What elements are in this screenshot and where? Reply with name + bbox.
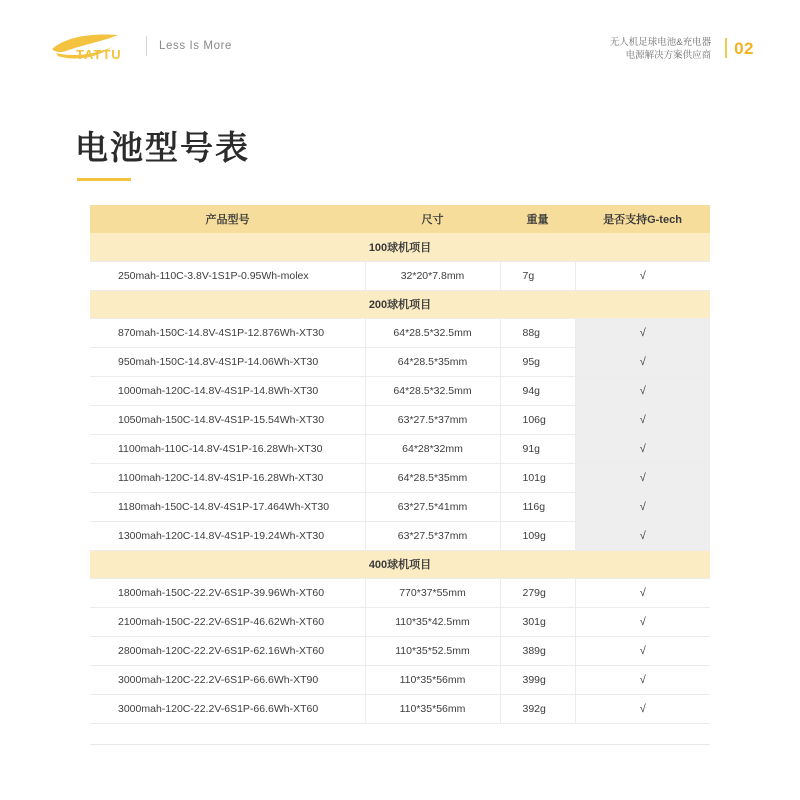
- header-subtitle: [610, 36, 711, 62]
- gtech-cell: √: [575, 463, 710, 492]
- table-header-row: [90, 205, 710, 233]
- weight-cell: 94g: [500, 376, 575, 405]
- table-row: [90, 261, 710, 290]
- column-header-size: 尺寸: [365, 205, 500, 233]
- table-row: [90, 318, 710, 347]
- weight-cell: 301g: [500, 607, 575, 636]
- brand-logo: [46, 29, 232, 63]
- size-cell: 110*35*56mm: [365, 694, 500, 723]
- table-head: [90, 205, 710, 233]
- column-header-model: 产品型号: [90, 205, 365, 233]
- size-cell: 110*35*42.5mm: [365, 607, 500, 636]
- size-cell: 110*35*52.5mm: [365, 636, 500, 665]
- column-header-gtech: 是否支持G-tech: [575, 205, 710, 233]
- tattu-logo-icon: [46, 29, 132, 63]
- model-cell: 1000mah-120C-14.8V-4S1P-14.8Wh-XT30: [90, 376, 365, 405]
- table-row: [90, 347, 710, 376]
- weight-cell: 95g: [500, 347, 575, 376]
- gtech-cell: √: [575, 607, 710, 636]
- model-cell: 2100mah-150C-22.2V-6S1P-46.62Wh-XT60: [90, 607, 365, 636]
- weight-cell: 392g: [500, 694, 575, 723]
- header-subtitle-line2: 电源解决方案供应商: [625, 50, 712, 61]
- column-header-weight: 重量: [500, 205, 575, 233]
- gtech-cell: √: [575, 376, 710, 405]
- title-underline: [77, 178, 131, 181]
- table-row: [90, 492, 710, 521]
- table-group-row: [90, 550, 710, 578]
- weight-cell: 389g: [500, 636, 575, 665]
- gtech-cell: √: [575, 665, 710, 694]
- model-cell: 1050mah-150C-14.8V-4S1P-15.54Wh-XT30: [90, 405, 365, 434]
- model-cell: 950mah-150C-14.8V-4S1P-14.06Wh-XT30: [90, 347, 365, 376]
- size-cell: 110*35*56mm: [365, 665, 500, 694]
- gtech-cell: √: [575, 347, 710, 376]
- table-row: [90, 376, 710, 405]
- size-cell: 63*27.5*37mm: [365, 405, 500, 434]
- table-row: [90, 434, 710, 463]
- page-number-block: [725, 36, 754, 62]
- table-row: [90, 694, 710, 723]
- model-cell: 3000mah-120C-22.2V-6S1P-66.6Wh-XT60: [90, 694, 365, 723]
- model-cell: 3000mah-120C-22.2V-6S1P-66.6Wh-XT90: [90, 665, 365, 694]
- svg-text:TATTU: TATTU: [76, 47, 122, 62]
- gtech-cell: √: [575, 434, 710, 463]
- model-cell: 1800mah-150C-22.2V-6S1P-39.96Wh-XT60: [90, 578, 365, 607]
- battery-model-table: [90, 205, 710, 724]
- gtech-cell: √: [575, 492, 710, 521]
- gtech-cell: √: [575, 578, 710, 607]
- logo-divider: [146, 36, 147, 56]
- gtech-cell: √: [575, 521, 710, 550]
- weight-cell: 88g: [500, 318, 575, 347]
- model-cell: 1100mah-120C-14.8V-4S1P-16.28Wh-XT30: [90, 463, 365, 492]
- weight-cell: 7g: [500, 261, 575, 290]
- size-cell: 64*28*32mm: [365, 434, 500, 463]
- table-row: [90, 578, 710, 607]
- model-cell: 2800mah-120C-22.2V-6S1P-62.16Wh-XT60: [90, 636, 365, 665]
- table-row: [90, 521, 710, 550]
- table-group-label: 400球机项目: [90, 550, 710, 578]
- weight-cell: 116g: [500, 492, 575, 521]
- header-subtitle-line1: 无人机足球电池&充电器: [609, 37, 712, 48]
- model-cell: 1100mah-110C-14.8V-4S1P-16.28Wh-XT30: [90, 434, 365, 463]
- footer-divider: [90, 744, 710, 745]
- table-row: [90, 665, 710, 694]
- gtech-cell: √: [575, 405, 710, 434]
- table-group-label: 200球机项目: [90, 290, 710, 318]
- model-cell: 250mah-110C-3.8V-1S1P-0.95Wh-molex: [90, 261, 365, 290]
- battery-model-table-wrap: [90, 205, 710, 724]
- page-header: [0, 0, 800, 92]
- size-cell: 63*27.5*37mm: [365, 521, 500, 550]
- model-cell: 870mah-150C-14.8V-4S1P-12.876Wh-XT30: [90, 318, 365, 347]
- table-row: [90, 636, 710, 665]
- table-row: [90, 607, 710, 636]
- gtech-cell: √: [575, 636, 710, 665]
- weight-cell: 91g: [500, 434, 575, 463]
- size-cell: 64*28.5*32.5mm: [365, 318, 500, 347]
- table-row: [90, 463, 710, 492]
- model-cell: 1300mah-120C-14.8V-4S1P-19.24Wh-XT30: [90, 521, 365, 550]
- weight-cell: 399g: [500, 665, 575, 694]
- weight-cell: 279g: [500, 578, 575, 607]
- model-cell: 1180mah-150C-14.8V-4S1P-17.464Wh-XT30: [90, 492, 365, 521]
- brand-tagline: Less Is More: [159, 40, 233, 52]
- table-body: [90, 233, 710, 723]
- gtech-cell: √: [575, 694, 710, 723]
- weight-cell: 106g: [500, 405, 575, 434]
- weight-cell: 101g: [500, 463, 575, 492]
- table-group-row: [90, 290, 710, 318]
- size-cell: 64*28.5*35mm: [365, 347, 500, 376]
- size-cell: 770*37*55mm: [365, 578, 500, 607]
- gtech-cell: √: [575, 318, 710, 347]
- size-cell: 64*28.5*35mm: [365, 463, 500, 492]
- page-title: 电池型号表: [75, 129, 250, 166]
- header-right-block: [610, 36, 754, 62]
- table-group-label: 100球机项目: [90, 233, 710, 261]
- page-number: 02: [734, 39, 754, 58]
- gtech-cell: √: [575, 261, 710, 290]
- weight-cell: 109g: [500, 521, 575, 550]
- table-group-row: [90, 233, 710, 261]
- size-cell: 32*20*7.8mm: [365, 261, 500, 290]
- size-cell: 63*27.5*41mm: [365, 492, 500, 521]
- size-cell: 64*28.5*32.5mm: [365, 376, 500, 405]
- table-row: [90, 405, 710, 434]
